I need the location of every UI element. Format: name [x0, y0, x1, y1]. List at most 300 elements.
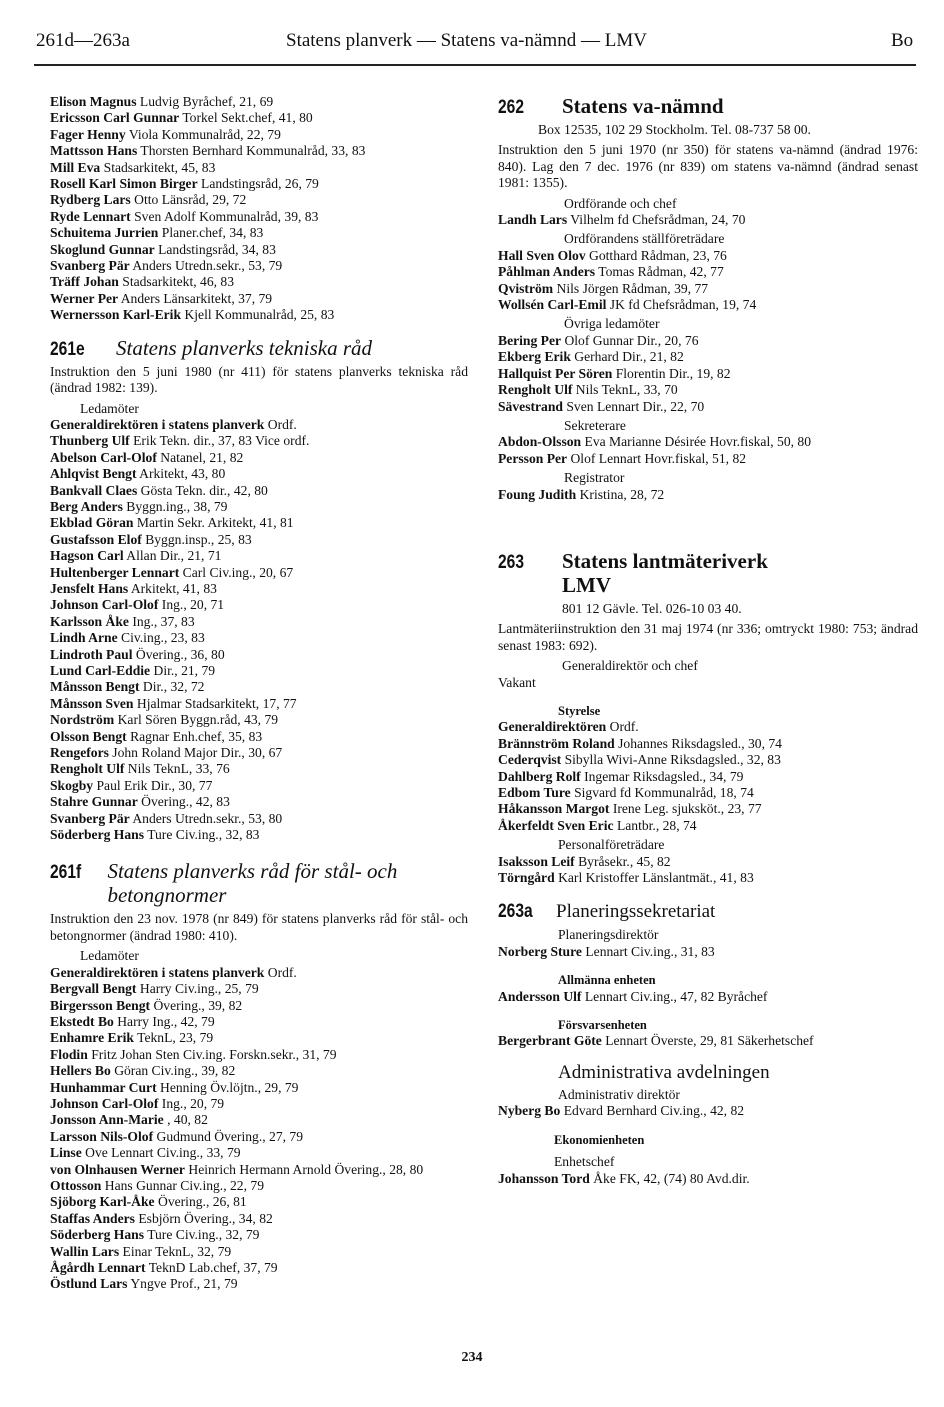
entry-name: Bergvall Bengt: [50, 981, 137, 997]
entry-details: Ludvig Byråchef, 21, 69: [139, 94, 274, 109]
entry-details: Henning Öv.löjtn., 29, 79: [160, 1079, 299, 1095]
entry-name: Påhlman Anders: [498, 264, 596, 280]
entry-name: Linse: [50, 1145, 82, 1161]
section-number: 262: [498, 97, 524, 118]
entry-name: Sjöborg Karl-Åke: [50, 1194, 155, 1210]
entry-details: Sven Lennart Dir., 22, 70: [566, 398, 705, 414]
entry-details: Övering., 39, 82: [153, 997, 243, 1013]
entry-name: Rengholt Ulf: [50, 761, 125, 777]
entry-name: Edbom Ture: [498, 785, 571, 800]
group-heading: Styrelse: [558, 703, 601, 718]
section-intro: Instruktion den 5 juni 1970 (nr 350) för statens va-nämnd (ändrad 1976: 840). Lag den 7 dec. 1976 (nr 839) om statens va-nämnd (ändrad senast 1981: 1355).: [498, 142, 918, 191]
entry-details: Ordf.: [267, 416, 297, 432]
entry-details: Övering., 36, 80: [135, 646, 225, 662]
list-item: [50, 965, 468, 981]
list-item: [498, 870, 918, 886]
list-item: [50, 291, 468, 307]
entry-details: Kristina, 28, 72: [579, 486, 665, 502]
section-262-heading: [498, 94, 918, 118]
entry-name: Persson Per: [498, 450, 568, 466]
entry-details: Nils TeknL, 33, 70: [575, 382, 678, 398]
entry-details: Stadsarkitekt, 46, 83: [122, 274, 235, 290]
entry-name: Abdon-Olsson: [498, 434, 582, 450]
entry-details: Karl Sören Byggn.råd, 43, 79: [117, 712, 279, 728]
entry-details: Carl Civ.ing., 20, 67: [182, 564, 294, 580]
entry-details: John Roland Major Dir., 30, 67: [112, 745, 283, 761]
list-item: Norberg Sture Lennart Civ.ing., 31, 83: [498, 943, 715, 959]
group-heading: Ordförande och chef: [564, 195, 677, 211]
list-item: [50, 242, 468, 258]
header-rule: [34, 64, 916, 66]
list-item: [50, 110, 468, 126]
list-item: [50, 811, 468, 827]
entry-details: Planer.chef, 34, 83: [161, 225, 264, 241]
entry-name: Foung Judith: [498, 486, 577, 502]
entry-name: Jensfelt Hans: [50, 580, 129, 596]
list-item: [50, 450, 468, 466]
entry-details: Lantbr., 28, 74: [616, 817, 697, 833]
section-title: Statens planverks råd för stål- och betongnormer: [107, 859, 398, 908]
entry-name: Rengholt Ulf: [498, 382, 573, 398]
list-item: [50, 1276, 468, 1292]
entry-name: Bankvall Claes: [50, 482, 138, 498]
deputies-list: [498, 248, 918, 314]
entry-details: Olof Gunnar Dir., 20, 76: [564, 332, 699, 348]
left-column: [50, 94, 468, 1293]
entry-name: Generaldirektören i statens planverk: [50, 416, 265, 432]
entry-name: Söderberg Hans: [50, 1227, 145, 1243]
entry-name: von Olnhausen Werner: [50, 1161, 185, 1177]
list-item: [50, 1260, 468, 1276]
entry-name: Enhamre Erik: [50, 1030, 134, 1046]
group-heading: Ordförandens ställföreträdare: [564, 231, 725, 247]
entry-details: Natanel, 21, 82: [160, 449, 244, 465]
list-item: [50, 630, 468, 646]
entry-details: Stadsarkitekt, 45, 83: [103, 159, 216, 175]
entry-name: Ekstedt Bo: [50, 1013, 114, 1029]
list-item: [50, 499, 468, 515]
header-right: Bo: [891, 30, 914, 51]
entry-name: Hall Sven Olov: [498, 247, 586, 263]
list-item: [50, 1129, 468, 1145]
entry-details: Hans Gunnar Civ.ing., 22, 79: [104, 1177, 264, 1193]
staff-reps-list: [498, 854, 918, 887]
list-item: [50, 565, 468, 581]
entry-name: Svanberg Pär: [50, 258, 130, 274]
entry-details: Anders Utredn.sekr., 53, 80: [132, 810, 283, 826]
entry-details: Fritz Johan Sten Civ.ing. Forskn.sekr., 31, 79: [91, 1046, 337, 1062]
entry-name: Lindh Arne: [50, 630, 118, 646]
list-item: [50, 1162, 468, 1178]
entry-details: Göran Civ.ing., 39, 82: [114, 1063, 236, 1079]
list-item: [498, 785, 918, 801]
section-number: 263: [498, 551, 524, 573]
members-261f: [50, 965, 468, 1293]
entry-details: Torkel Sekt.chef, 41, 80: [182, 110, 313, 126]
secretaries-list: [498, 434, 918, 467]
entry-name: Ryde Lennart: [50, 208, 131, 224]
entry-details: Ordf.: [267, 964, 297, 980]
entry-name: Stahre Gunnar: [50, 794, 138, 810]
list-item: [50, 1063, 468, 1079]
unit-heading: Ekonomienheten: [554, 1132, 645, 1147]
entry-name: Sävestrand: [498, 398, 563, 414]
list-item: [50, 1211, 468, 1227]
list-item: Johansson Tord Åke FK, 42, (74) 80 Avd.dir.: [498, 1170, 750, 1186]
list-item: [50, 417, 468, 433]
list-item: [50, 192, 468, 208]
entry-details: TeknD Lab.chef, 37, 79: [148, 1260, 278, 1275]
entry-name: Flodin: [50, 1046, 88, 1062]
entry-details: Dir., 21, 79: [153, 663, 216, 678]
section-263a-heading: [498, 900, 918, 924]
entry-name: Abelson Carl-Olof: [50, 449, 157, 465]
entry-name: Svanberg Pär: [50, 810, 130, 826]
list-item: [498, 382, 918, 398]
entry-details: Landstingsråd, 26, 79: [201, 176, 319, 192]
entry-details: Yngve Prof., 21, 79: [130, 1276, 238, 1292]
list-item: [50, 209, 468, 225]
list-item: [50, 532, 468, 548]
entry-details: Tomas Rådman, 42, 77: [598, 264, 724, 280]
section-number: 263a: [498, 901, 533, 923]
title-line-2: LMV: [562, 572, 611, 597]
section-title: Statens planverks tekniska råd: [116, 335, 373, 360]
list-item: [50, 981, 468, 997]
entry-name: Johnson Carl-Olof: [50, 1095, 159, 1111]
entry-details: Ingemar Riksdagsled., 34, 79: [584, 768, 744, 784]
list-item: [498, 719, 918, 735]
list-item: [498, 366, 918, 382]
entry-details: Nils Jörgen Rådman, 39, 77: [556, 280, 709, 296]
entry-details: Ture Civ.ing., 32, 83: [147, 827, 260, 843]
vacant-text: Vakant: [498, 674, 536, 690]
header-center: Statens planverk — Statens va-nämnd — LMV: [286, 30, 647, 51]
entry-details: Gerhard Dir., 21, 82: [574, 349, 684, 365]
list-item: [498, 451, 918, 467]
group-heading: Enhetschef: [554, 1154, 615, 1170]
list-item: [50, 761, 468, 777]
entry-name: Skogby: [50, 777, 94, 793]
entry-name: Dahlberg Rolf: [498, 768, 581, 784]
board-list: [498, 719, 918, 834]
list-item: [50, 729, 468, 745]
list-item: [498, 736, 918, 752]
list-item: [50, 548, 468, 564]
entry-details: Dir., 32, 72: [142, 679, 205, 695]
entry-name: Hunhammar Curt: [50, 1079, 157, 1095]
entry-name: Schuitema Jurrien: [50, 225, 159, 241]
group-heading: Administrativ direktör: [558, 1086, 680, 1102]
entry-details: Anders Länsarkitekt, 37, 79: [120, 290, 273, 306]
list-item: [50, 778, 468, 794]
section-title: Statens va-nämnd: [562, 94, 724, 118]
list-item: [50, 696, 468, 712]
entry-details: Ragnar Enh.chef, 35, 83: [130, 728, 263, 744]
entry-details: Hjalmar Stadsarkitekt, 17, 77: [136, 695, 297, 711]
entry-name: Wollsén Carl-Emil: [498, 297, 607, 313]
entry-name: Fager Henny: [50, 126, 126, 142]
list-item: [498, 399, 918, 415]
list-item: [498, 434, 918, 450]
entry-name: Söderberg Hans: [50, 827, 145, 843]
list-item: [50, 1112, 468, 1128]
entry-details: Harry Civ.ing., 25, 79: [139, 981, 259, 997]
entry-name: Håkansson Margot: [498, 801, 610, 817]
entry-name: Jonsson Ann-Marie: [50, 1112, 164, 1128]
entry-details: Ordf.: [609, 719, 639, 735]
list-item: [50, 127, 468, 143]
section-title: Planeringssekretariat: [556, 901, 716, 923]
section-261e-heading: [50, 336, 468, 360]
entry-name: Östlund Lars: [50, 1276, 128, 1292]
section-intro: Instruktion den 5 juni 1980 (nr 411) för statens planverks tekniska råd (ändrad 1982: 139).: [50, 363, 468, 396]
entry-details: Ove Lennart Civ.ing., 33, 79: [85, 1145, 241, 1161]
list-item: [50, 712, 468, 728]
list-item: Andersson Ulf Lennart Civ.ing., 47, 82 Byråchef: [498, 988, 768, 1004]
section-263-heading: [498, 549, 918, 597]
entry-name: Rydberg Lars: [50, 192, 131, 208]
entry-details: Gudmund Övering., 27, 79: [156, 1128, 304, 1144]
entry-name: Törngård: [498, 870, 555, 886]
entry-name: Mattsson Hans: [50, 143, 138, 159]
list-item: [50, 225, 468, 241]
section-intro: Lantmäteriinstruktion den 31 maj 1974 (nr 336; omtryckt 1980: 753; ändrad senast 1983: 692).: [498, 621, 918, 653]
entry-name: Birgersson Bengt: [50, 997, 151, 1013]
entry-details: Paul Erik Dir., 30, 77: [96, 777, 213, 793]
entry-details: Nils TeknL, 33, 76: [127, 761, 230, 777]
list-item: [50, 515, 468, 531]
entry-name: Lindroth Paul: [50, 646, 133, 662]
entry-details: Gotthard Rådman, 23, 76: [589, 247, 727, 263]
entry-details: Erik Tekn. dir., 37, 83 Vice ordf.: [133, 433, 310, 449]
entry-name: Rosell Karl Simon Birger: [50, 176, 198, 192]
title-line-1: Statens lantmäteriverk: [562, 548, 768, 573]
entry-details: Eva Marianne Désirée Hovr.fiskal, 50, 80: [584, 434, 812, 450]
list-item: [50, 1227, 468, 1243]
list-item: [50, 1030, 468, 1046]
members-261e: [50, 417, 468, 844]
entry-name: Thunberg Ulf: [50, 433, 130, 449]
list-item: [50, 483, 468, 499]
list-item: [498, 769, 918, 785]
list-item: [498, 297, 918, 313]
entry-name: Träff Johan: [50, 274, 119, 290]
entry-details: Allan Dir., 21, 71: [126, 548, 222, 564]
section-number: 261f: [50, 862, 82, 884]
entry-name: Hultenberger Lennart: [50, 564, 180, 580]
entry-name: Ekblad Göran: [50, 515, 134, 531]
entry-details: Sven Adolf Kommunalråd, 39, 83: [134, 208, 319, 224]
list-item: [50, 1244, 468, 1260]
list-item: [50, 647, 468, 663]
entry-name: Johnson Carl-Olof: [50, 597, 159, 613]
unit-heading: Försvarsenheten: [558, 1018, 647, 1033]
list-item: [50, 1080, 468, 1096]
entry-name: Brännström Roland: [498, 735, 615, 751]
entry-details: Civ.ing., 23, 83: [121, 630, 205, 646]
list-item: [50, 307, 468, 323]
entry-details: Byråsekr., 45, 82: [578, 853, 671, 869]
page-number: 234: [461, 1350, 483, 1365]
group-heading: Registrator: [564, 470, 625, 486]
entry-details: Otto Länsråd, 29, 72: [134, 192, 247, 208]
list-item: [50, 94, 468, 110]
list-item: [50, 614, 468, 630]
entry-name: Åkerfeldt Sven Eric: [498, 817, 614, 833]
department-title: Administrativa avdelningen: [558, 1061, 770, 1083]
entry-name: Landh Lars: [498, 212, 568, 228]
entry-details: Ing., 20, 79: [161, 1095, 225, 1111]
entry-details: Byggn.insp., 25, 83: [145, 531, 252, 547]
entry-name: Hellers Bo: [50, 1063, 111, 1079]
list-item: Bergerbrant Göte Lennart Överste, 29, 81 Säkerhetschef: [498, 1033, 814, 1049]
group-heading: Sekreterare: [564, 417, 626, 433]
list-item: [50, 433, 468, 449]
entry-details: Övering., 26, 81: [158, 1194, 247, 1210]
list-item: [498, 349, 918, 365]
entry-details: Karl Kristoffer Länslantmät., 41, 83: [558, 870, 754, 886]
entry-name: Olsson Bengt: [50, 728, 127, 744]
entry-details: Vilhelm fd Chefsrådman, 24, 70: [570, 212, 746, 228]
address: Box 12535, 102 29 Stockholm. Tel. 08-737 58 00.: [538, 122, 811, 137]
list-item: [50, 1096, 468, 1112]
list-item: [50, 1014, 468, 1030]
entry-details: Irene Leg. sjuksköt., 23, 77: [612, 801, 762, 817]
list-item: [50, 466, 468, 482]
entry-name: Generaldirektören: [498, 719, 607, 735]
entry-details: Ing., 20, 71: [161, 597, 225, 613]
list-item: [50, 258, 468, 274]
list-item: [50, 1178, 468, 1194]
entry-name: Werner Per: [50, 290, 119, 306]
entry-name: Månsson Bengt: [50, 679, 140, 695]
entry-details: Landstingsråd, 34, 83: [158, 241, 276, 257]
list-item: [498, 854, 918, 870]
entry-name: Mill Eva: [50, 159, 101, 175]
entry-name: Wallin Lars: [50, 1243, 120, 1259]
entry-details: Martin Sekr. Arkitekt, 41, 81: [136, 515, 294, 531]
section-number: 261e: [50, 338, 85, 360]
entry-name: Generaldirektören i statens planverk: [50, 964, 265, 980]
entry-name: Berg Anders: [50, 498, 123, 514]
list-item: [50, 827, 468, 843]
entry-name: Rengefors: [50, 745, 109, 761]
entry-details: Arkitekt, 43, 80: [139, 466, 226, 482]
list-item: Nyberg Bo Edvard Bernhard Civ.ing., 42, 82: [498, 1103, 745, 1119]
entry-name: Wernersson Karl-Erik: [50, 307, 182, 323]
unit-heading: Allmänna enheten: [558, 973, 656, 988]
entry-details: Olof Lennart Hovr.fiskal, 51, 82: [570, 450, 747, 466]
list-item: [498, 752, 918, 768]
list-item: [50, 679, 468, 695]
entry-details: Ture Civ.ing., 32, 79: [147, 1227, 260, 1243]
entry-details: , 40, 82: [167, 1112, 208, 1128]
entry-details: Viola Kommunalråd, 22, 79: [128, 126, 281, 142]
list-item: [50, 745, 468, 761]
right-column: [498, 94, 918, 1187]
list-item: [498, 487, 918, 503]
list-item: [50, 274, 468, 290]
entry-name: Larsson Nils-Olof: [50, 1128, 154, 1144]
list-item: [498, 333, 918, 349]
entry-details: TeknL, 23, 79: [137, 1030, 214, 1046]
entry-name: Staffas Anders: [50, 1210, 135, 1226]
list-item: [50, 794, 468, 810]
entry-details: Sibylla Wivi-Anne Riksdagsled., 32, 83: [564, 752, 781, 768]
entry-details: Byggn.ing., 38, 79: [126, 498, 228, 514]
entry-name: Gustafsson Elof: [50, 531, 142, 547]
entry-name: Bering Per: [498, 332, 562, 348]
list-item: [50, 1047, 468, 1063]
group-heading: Personalföreträdare: [558, 837, 665, 853]
entry-details: Heinrich Hermann Arnold Övering., 28, 80: [188, 1161, 424, 1177]
entry-details: Ing., 37, 83: [132, 613, 195, 629]
section-title: [562, 549, 768, 597]
entry-details: Arkitekt, 41, 83: [130, 580, 217, 596]
chair-list: [498, 212, 918, 228]
entry-details: Anders Utredn.sekr., 53, 79: [132, 258, 283, 274]
list-item: [50, 176, 468, 192]
list-item: [50, 663, 468, 679]
list-item: [50, 1145, 468, 1161]
group-heading: Planeringsdirektör: [558, 927, 659, 943]
entry-details: Johannes Riksdagsled., 30, 74: [618, 735, 782, 751]
group-heading: Övriga ledamöter: [564, 316, 660, 332]
entry-details: Övering., 42, 83: [141, 794, 230, 810]
entry-name: Hallquist Per Sören: [498, 365, 613, 381]
entry-name: Skoglund Gunnar: [50, 241, 155, 257]
group-heading: Ledamöter: [80, 948, 139, 964]
list-item: [50, 581, 468, 597]
entry-details: JK fd Chefsrådman, 19, 74: [609, 297, 757, 313]
header-left: 261d—263a: [36, 30, 130, 51]
entry-details: Harry Ing., 42, 79: [117, 1013, 215, 1029]
top-entries: [50, 94, 468, 324]
list-item: [498, 281, 918, 297]
registrar-list: [498, 487, 918, 503]
entry-name: Ahlqvist Bengt: [50, 466, 137, 482]
entry-details: Einar TeknL, 32, 79: [122, 1243, 232, 1259]
section-261f-heading: [50, 859, 468, 907]
entry-name: Ottosson: [50, 1177, 102, 1193]
list-item: [498, 264, 918, 280]
address: 801 12 Gävle. Tel. 026-10 03 40.: [562, 600, 742, 616]
entry-name: Ågårdh Lennart: [50, 1260, 146, 1275]
page-header: [0, 30, 944, 64]
entry-name: Nordström: [50, 712, 115, 728]
list-item: [50, 160, 468, 176]
entry-name: Ericsson Carl Gunnar: [50, 110, 180, 126]
entry-name: Månsson Sven: [50, 695, 134, 711]
list-item: [498, 818, 918, 834]
entry-details: Thorsten Bernhard Kommunalråd, 33, 83: [140, 143, 366, 159]
list-item: [498, 801, 918, 817]
list-item: [498, 248, 918, 264]
entry-name: Lund Carl-Eddie: [50, 663, 151, 678]
list-item: [50, 597, 468, 613]
entry-name: Karlsson Åke: [50, 613, 129, 629]
entry-name: Isaksson Leif: [498, 853, 575, 869]
group-heading: Ledamöter: [80, 400, 139, 416]
entry-name: Cederqvist: [498, 752, 562, 768]
section-intro: Instruktion den 23 nov. 1978 (nr 849) för statens planverks råd för stål- och betongnormer (ändrad 1980: 410).: [50, 911, 468, 943]
list-item: [50, 998, 468, 1014]
entry-name: Hagson Carl: [50, 548, 124, 564]
list-item: [50, 143, 468, 159]
members-list: [498, 333, 918, 415]
entry-details: Gösta Tekn. dir., 42, 80: [140, 482, 268, 498]
